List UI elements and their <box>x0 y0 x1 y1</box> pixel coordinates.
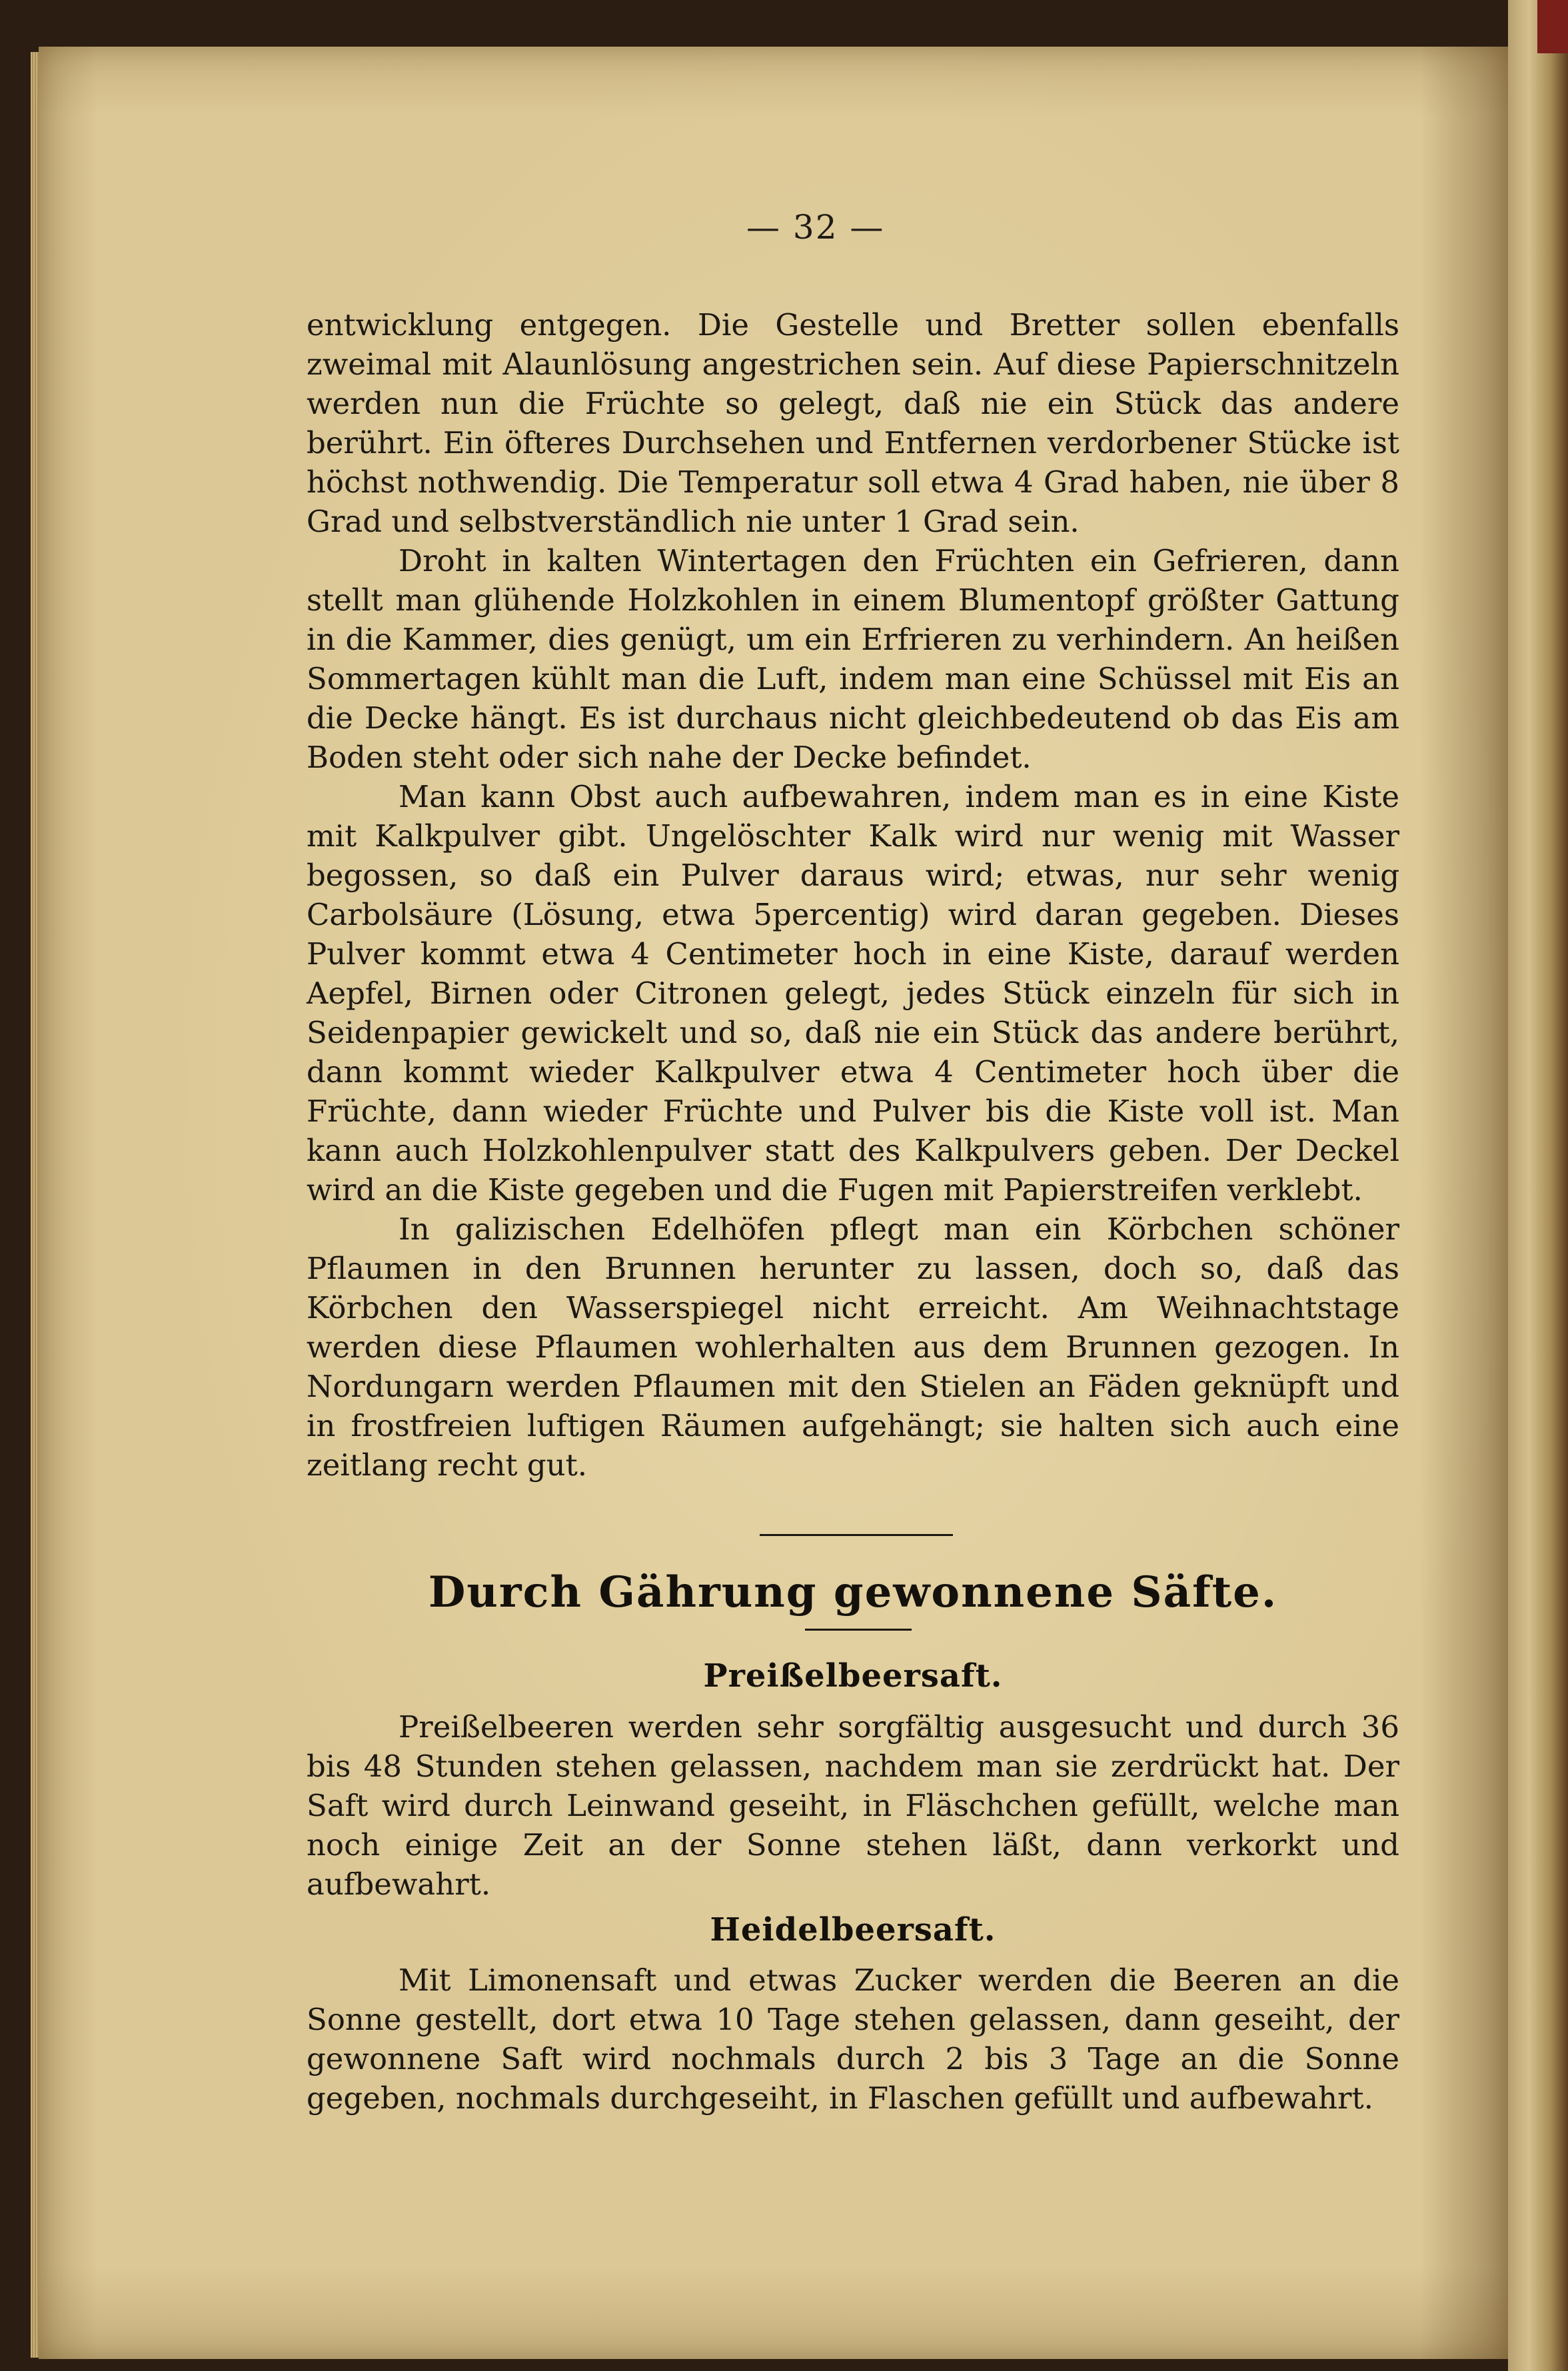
recipe-text-block-preisselbeer <box>307 1707 1399 1904</box>
page-number: — 32 — <box>746 208 885 247</box>
storage-text-block <box>307 305 1399 1485</box>
recipe-text-block-heidelbeer <box>307 1961 1399 2118</box>
title-underline <box>805 1629 912 1631</box>
recipe-text-preisselbeer: Preißelbeeren werden sehr sorgfältig ausgesucht und durch 36 bis 48 Stunden stehen gelassen, nachdem man sie zerdrückt hat. Der Saft wird durch Leinwand geseiht, in Fläschchen gefüllt, welche man noch einige Zeit an der Sonne stehen läßt, dann verkorkt und aufbewahrt. <box>307 1709 1399 1902</box>
book-spine <box>1508 0 1568 2371</box>
recipe-text-heidelbeer: Mit Limonensaft und etwas Zucker werden die Beeren an die Sonne gestellt, dort etwa 10 Tage stehen gelassen, dann geseiht, der gewonnene Saft wird nochmals durch 2 bis 3 Tage an die Sonne gegeben, nochmals durchgeseiht, in Flaschen gefüllt und aufbewahrt. <box>307 1963 1399 2116</box>
recipe-title-heidelbeer: Heidelbeersaft. <box>710 1911 996 1949</box>
spine-ribbon <box>1537 0 1568 53</box>
section-title: Durch Gährung gewonnene Säfte. <box>428 1567 1278 1617</box>
paragraph-continuation: entwicklung entgegen. Die Gestelle und Bretter sollen ebenfalls zweimal mit Alaunlösung angestrichen sein. Auf diese Papierschnitzeln werden nun die Früchte so gelegt, daß nie ein Stück das andere berührt. Ein öfteres Durchsehen und Entfernen verdorbener Stücke ist höchst nothwendig. Die Temperatur soll etwa 4 Grad haben, nie über 8 Grad und selbstverständlich nie unter 1 Grad sein. <box>307 307 1399 539</box>
recipe-title-preisselbeer: Preißelbeersaft. <box>703 1657 1003 1695</box>
section-divider <box>760 1534 953 1536</box>
paragraph-well-plums: In galizischen Edelhöfen pflegt man ein Körbchen schöner Pflaumen in den Brunnen herunter zu lassen, doch so, daß das Körbchen den Wasserspiegel nicht erreicht. Am Weihnachtstage werden diese Pflaumen wohlerhalten aus dem Brunnen gezogen. In Nordungarn werden Pflaumen mit den Stielen an Fäden geknüpft und in frostfreien luftigen Räumen aufgehängt; sie halten sich auch eine zeitlang recht gut. <box>307 1211 1399 1483</box>
paragraph-frost: Droht in kalten Wintertagen den Früchten ein Gefrieren, dann stellt man glühende Holzkohlen in einem Blumentopf größter Gattung in die Kammer, dies genügt, um ein Erfrieren zu verhindern. An heißen Sommertagen kühlt man die Luft, indem man eine Schüssel mit Eis an die Decke hängt. Es ist durchaus nicht gleichbedeutend ob das Eis am Boden steht oder sich nahe der Decke befindet. <box>307 543 1399 775</box>
paragraph-lime-powder: Man kann Obst auch aufbewahren, indem man es in eine Kiste mit Kalkpulver gibt. Ungelöschter Kalk wird nur wenig mit Wasser begossen, so daß ein Pulver daraus wird; etwas, nur sehr wenig Carbolsäure (Lösung, etwa 5percentig) wird daran gegeben. Dieses Pulver kommt etwa 4 Centimeter hoch in eine Kiste, darauf werden Aepfel, Birnen oder Citronen gelegt, jedes Stück einzeln für sich in Seidenpapier gewickelt und so, daß nie ein Stück das andere berührt, dann kommt wieder Kalkpulver etwa 4 Centimeter hoch über die Früchte, dann wieder Früchte und Pulver bis die Kiste voll ist. Man kann auch Holzkohlenpulver statt des Kalkpulvers geben. Der Deckel wird an die Kiste gegeben und die Fugen mit Papierstreifen verklebt. <box>307 779 1399 1207</box>
